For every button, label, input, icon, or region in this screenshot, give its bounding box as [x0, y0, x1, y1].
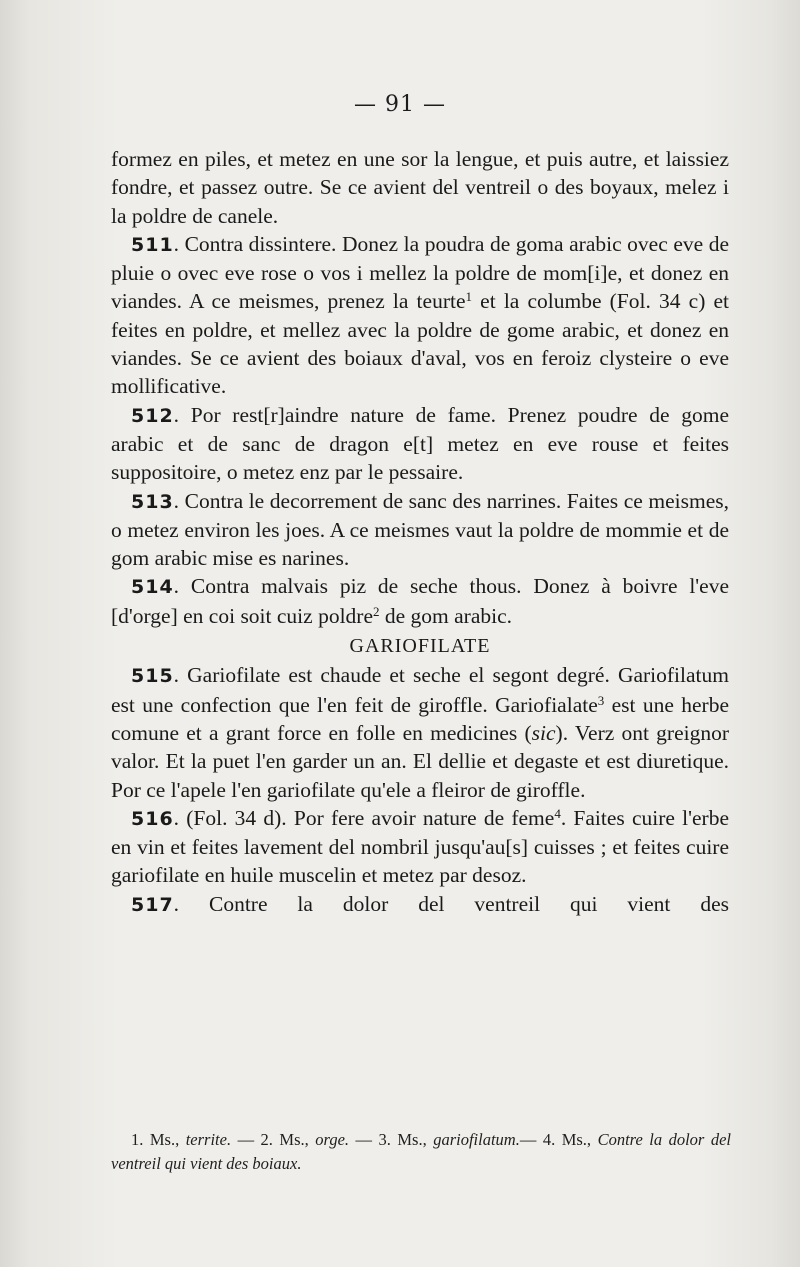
paragraph-continuation: [111, 145, 729, 230]
paragraph-text: est une herbe comune et a grant force en folle en medicines (: [111, 692, 730, 745]
paragraph-text: de gom arabic.: [379, 603, 513, 628]
footnote-text: Contre la dolor del ventreil qui vient des boiaux.: [111, 1130, 732, 1173]
paragraph-text: . (Fol. 34 d). Por fere avoir nature de feme: [173, 805, 555, 830]
section-heading: GARIOFILATE: [349, 635, 491, 658]
footnote-ref-2: 2: [373, 603, 380, 619]
paragraph-text: . Por rest[r]aindre nature de fame. Prenez poudre de gome arabic et de sanc de dragon e[t] metez en eve rouse et feites suppositoire, o metez enz par le pessaire.: [111, 402, 729, 485]
paragraph-number: 516: [131, 807, 174, 830]
paragraph-text: . Contra malvais piz de seche thous. Donez à boivre l'eve [d'orge] en coi soit cuiz poldre: [111, 574, 729, 628]
footnote-label: 1. Ms.,: [131, 1130, 186, 1149]
footnote-text: territe.: [185, 1130, 232, 1149]
paragraph-number: 511: [131, 233, 174, 256]
footnote-ref-1: 1: [465, 289, 473, 305]
footnote-text: orge.: [315, 1130, 350, 1149]
paragraph-text: . Faites cuire l'erbe en vin et feites lavement del nombril jusqu'au[s] cuisses ; et feites cuire gariofilate en huile muscelin et metez par desoz.: [111, 805, 729, 888]
footnote-ref-4: 4: [554, 805, 561, 821]
footnote-text: gariofilatum.: [433, 1130, 520, 1149]
paragraph-text: et la columbe (Fol. 34 c) et feites en poldre, et mellez avec la poldre de gome arabic, et donez en viandes. Se ce avient des boiaux d'aval, vos en feroiz clysteire o eve mollificative.: [111, 289, 730, 399]
paragraph-number: 512: [131, 404, 174, 427]
paragraph-512: [111, 401, 729, 487]
paragraph-text: ). Verz ont greignor valor. Et la puet l'en garder un an. El dellie et degaste et est diuretique. Por ce l'apele l'en gariofilate qu'ele a fleiror de giroffle.: [111, 720, 730, 802]
paragraph-text: . Contre la dolor del ventreil qui vient des: [173, 891, 729, 916]
footnote-label: — 2. Ms.,: [231, 1130, 316, 1149]
sic-note: sic: [531, 720, 556, 745]
page-number: — 91 —: [354, 92, 446, 117]
paragraph-text: formez en piles, et metez en une sor la lengue, et puis autre, et laissiez fondre, et passez outre. Se ce avient del ventreil o des boyaux, melez i la poldre de canele.: [111, 147, 729, 228]
paragraph-516: [111, 804, 729, 890]
paragraph-517: [111, 890, 729, 919]
paragraph-511: [111, 230, 729, 401]
paragraph-515: [111, 661, 729, 803]
footnote-label: — 3. Ms.,: [349, 1130, 434, 1149]
paragraph-number: 517: [131, 893, 174, 916]
paragraph-513: [111, 487, 729, 573]
footnote-ref-3: 3: [597, 692, 605, 708]
footnote-label: — 4. Ms.,: [519, 1130, 598, 1149]
paragraph-text: . Contra dissintere. Donez la poudra de goma arabic ovec eve de pluie o ovec eve rose o vos i mellez la poldre de mom[i]e, et donez en viandes. A ce meismes, prenez la teurte: [111, 231, 729, 314]
footnotes: [111, 1128, 731, 1176]
paragraph-number: 513: [131, 490, 174, 513]
paragraph-text: . Gariofilate est chaude et seche el segont degré. Gariofilatum est une confection que l'en feit de giroffle. Gariofialate: [111, 663, 729, 717]
paragraph-514: [111, 572, 729, 630]
paragraph-text: . Contra le decorrement de sanc des narrines. Faites ce meismes, o metez environ les joes. A ce meismes vaut la poldre de mommie et de gom arabic mise es narines.: [111, 488, 729, 571]
main-text: [111, 145, 729, 919]
paragraph-number: 515: [131, 665, 174, 688]
paragraph-number: 514: [131, 576, 174, 599]
